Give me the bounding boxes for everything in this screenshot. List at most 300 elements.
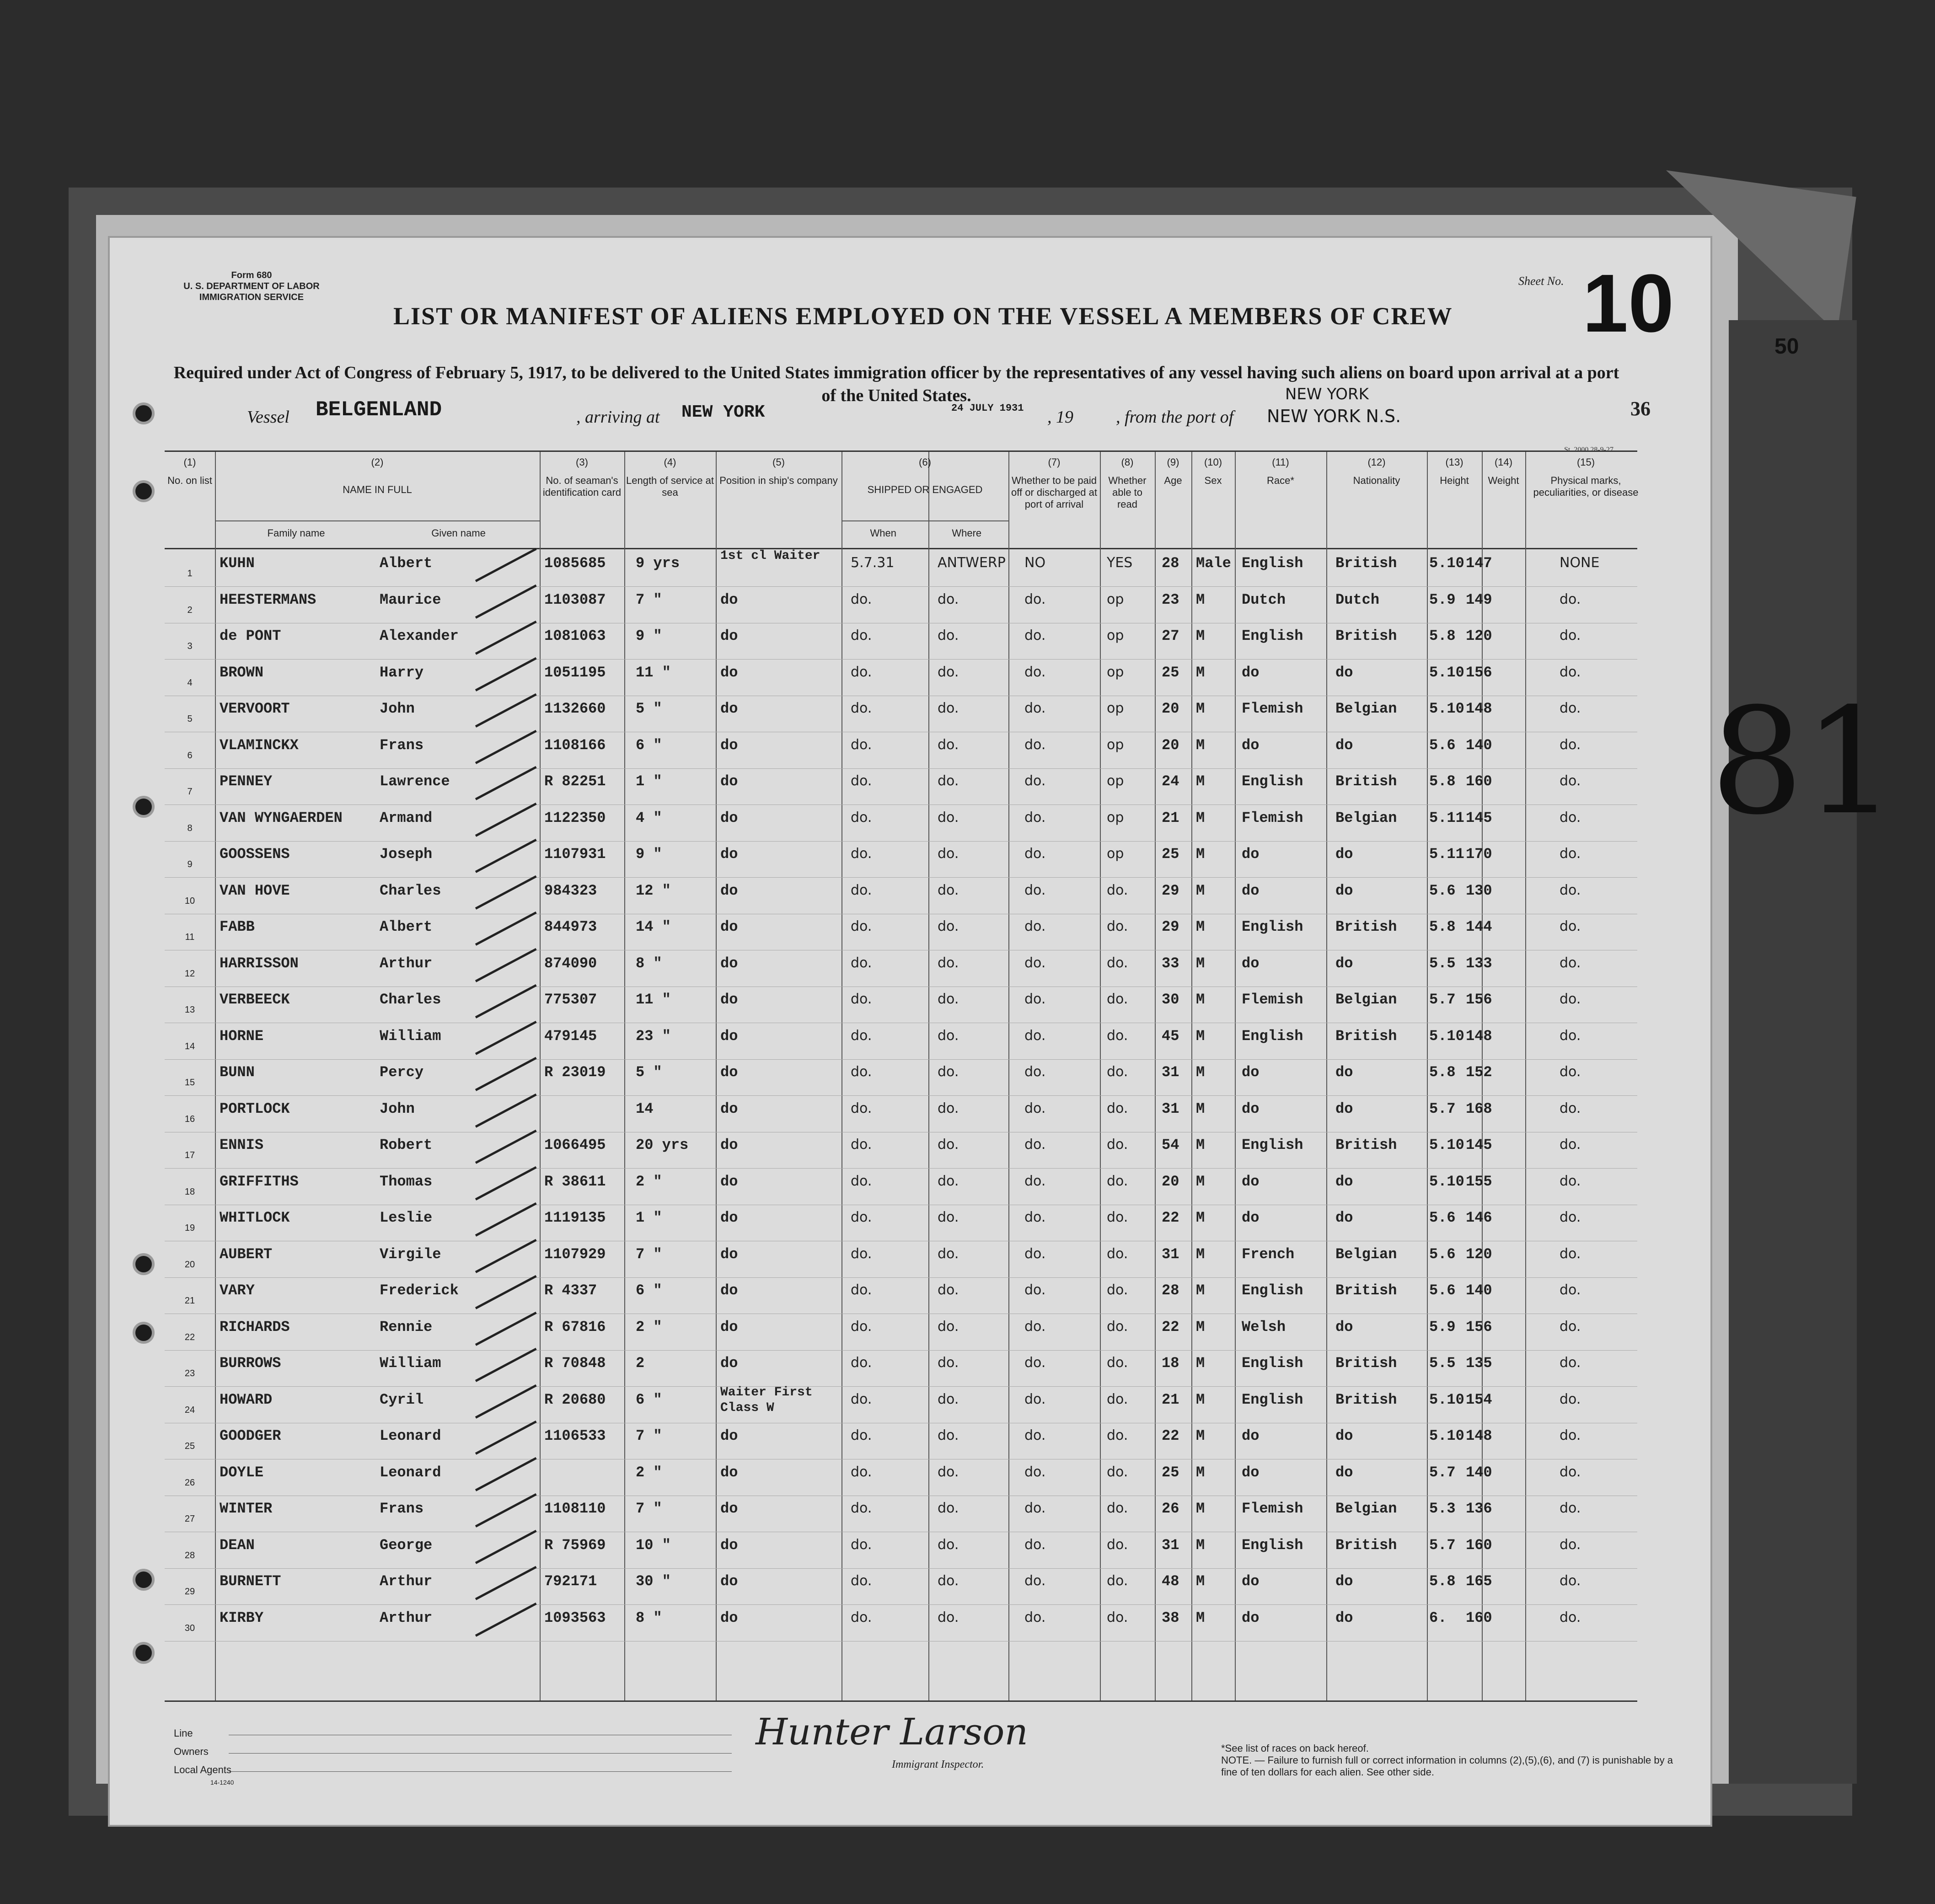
cell-service: 7 " xyxy=(636,1427,662,1444)
inspector-signature: Hunter Larson xyxy=(756,1711,1028,1753)
cell-sex: M xyxy=(1196,1391,1205,1408)
cell-race: do xyxy=(1242,1173,1260,1190)
cell-read: op xyxy=(1107,664,1124,680)
cell-nat: Belgian xyxy=(1335,809,1397,826)
cell-marks: do. xyxy=(1560,846,1581,862)
cell-weight: 168 xyxy=(1466,1100,1492,1117)
cell-height: 5.5 xyxy=(1429,1355,1456,1372)
table-row xyxy=(165,805,1637,842)
cell-where: do. xyxy=(938,700,959,716)
side-number: 36 xyxy=(1630,397,1651,420)
cell-height: 5.11 xyxy=(1429,846,1464,863)
cell-position: do xyxy=(720,1536,738,1554)
cell-weight: 156 xyxy=(1466,991,1492,1008)
cell-marks: do. xyxy=(1560,1609,1581,1625)
cell-when: do. xyxy=(851,882,872,898)
cell-age: 22 xyxy=(1162,1209,1179,1226)
cell-marks: do. xyxy=(1560,700,1581,716)
cell-card: 874090 xyxy=(544,955,597,972)
cell-paid: do. xyxy=(1024,1391,1046,1407)
row-number: 3 xyxy=(187,641,193,651)
cell-race: Flemish xyxy=(1242,1500,1303,1517)
table-row xyxy=(165,987,1637,1023)
cell-family: BROWN xyxy=(220,664,264,681)
cell-paid: do. xyxy=(1024,1027,1046,1044)
cell-marks: do. xyxy=(1560,1427,1581,1443)
column-number: (13) xyxy=(1445,456,1463,468)
cell-family: VAN HOVE xyxy=(220,882,290,899)
column-number: (2) xyxy=(371,456,384,468)
cell-weight: 156 xyxy=(1466,1318,1492,1335)
cell-weight: 145 xyxy=(1466,809,1492,826)
cell-position: do xyxy=(720,664,738,681)
cell-card: R 75969 xyxy=(544,1536,606,1554)
cell-given: Frederick xyxy=(380,1282,459,1299)
cell-race: do xyxy=(1242,955,1260,972)
cell-height: 5.10 xyxy=(1429,1173,1464,1190)
cell-service: 7 " xyxy=(636,1245,662,1263)
cell-marks: do. xyxy=(1560,773,1581,789)
service-name: IMMIGRATION SERVICE xyxy=(199,292,304,302)
binder-hole xyxy=(133,1569,155,1591)
cell-where: do. xyxy=(938,1573,959,1589)
cell-where: do. xyxy=(938,1282,959,1298)
cell-card: 1066495 xyxy=(544,1137,606,1153)
cell-nat: do xyxy=(1335,1318,1353,1335)
column-number: (4) xyxy=(664,456,676,468)
cell-when: do. xyxy=(851,700,872,716)
table-row xyxy=(165,878,1637,914)
cell-weight: 146 xyxy=(1466,1209,1492,1226)
cell-race: English xyxy=(1242,1137,1303,1153)
cell-position: do xyxy=(720,1500,738,1517)
cell-height: 5.10 xyxy=(1429,1137,1464,1153)
cell-read: do. xyxy=(1107,955,1128,971)
check-mark xyxy=(475,693,537,728)
cell-sex: M xyxy=(1196,700,1205,717)
table-row xyxy=(165,732,1637,769)
cell-age: 26 xyxy=(1162,1500,1179,1517)
cell-height: 5.9 xyxy=(1429,591,1456,608)
cell-service: 30 " xyxy=(636,1573,671,1590)
cell-nat: Belgian xyxy=(1335,700,1397,717)
cell-paid: do. xyxy=(1024,1173,1046,1189)
cell-given: Charles xyxy=(380,991,441,1008)
cell-service: 2 " xyxy=(636,1173,662,1190)
row-number: 22 xyxy=(184,1332,195,1342)
cell-weight: 140 xyxy=(1466,1282,1492,1299)
cell-service: 6 " xyxy=(636,736,662,754)
cell-card: 1132660 xyxy=(544,700,606,717)
row-number: 7 xyxy=(187,787,193,797)
table-row xyxy=(165,660,1637,696)
cell-card: 792171 xyxy=(544,1573,597,1590)
cell-service: 5 " xyxy=(636,1064,662,1081)
column-header: No. of seaman's identification card xyxy=(542,475,622,498)
date-stamp: 24 JULY 1931 xyxy=(951,402,1024,414)
cell-when: do. xyxy=(851,1137,872,1153)
cell-sex: M xyxy=(1196,809,1205,826)
page-subtitle: Required under Act of Congress of February 5, 1917, to be delivered to the United States immigration officer by the representatives of any vessel having such aliens on board upon arrival at a port of the United States. xyxy=(173,363,1619,405)
cell-position: do xyxy=(720,882,738,899)
cell-height: 5.5 xyxy=(1429,955,1456,972)
cell-position: do xyxy=(720,591,738,608)
cell-service: 14 xyxy=(636,1100,654,1117)
cell-weight: 160 xyxy=(1466,1536,1492,1554)
cell-paid: do. xyxy=(1024,955,1046,971)
cell-card: 1107929 xyxy=(544,1245,606,1263)
cell-when: do. xyxy=(851,1391,872,1407)
cell-given: Virgile xyxy=(380,1245,441,1263)
cell-card: 1103087 xyxy=(544,591,606,608)
cell-where: do. xyxy=(938,809,959,826)
column-number: (7) xyxy=(1048,456,1061,468)
races-note: *See list of races on back hereof. xyxy=(1221,1743,1369,1754)
table-row xyxy=(165,768,1637,805)
check-mark xyxy=(475,1130,537,1164)
cell-marks: do. xyxy=(1560,882,1581,898)
cell-read: do. xyxy=(1107,1536,1128,1553)
cell-height: 5.10 xyxy=(1429,700,1464,717)
cell-age: 18 xyxy=(1162,1355,1179,1372)
cell-race: do xyxy=(1242,1209,1260,1226)
cell-race: do xyxy=(1242,1427,1260,1444)
cell-given: John xyxy=(380,700,415,717)
cell-height: 5.11 xyxy=(1429,809,1464,826)
cell-race: English xyxy=(1242,918,1303,935)
page-number-corner: 50 xyxy=(1774,334,1799,359)
cell-position: do xyxy=(720,1464,738,1481)
cell-height: 5.10 xyxy=(1429,555,1464,572)
cell-age: 21 xyxy=(1162,809,1179,826)
cell-service: 8 " xyxy=(636,1609,662,1626)
cell-service: 1 " xyxy=(636,773,662,790)
cell-card: 1119135 xyxy=(544,1209,606,1226)
cell-card: R 38611 xyxy=(544,1173,606,1190)
cell-paid: do. xyxy=(1024,1573,1046,1589)
row-number: 2 xyxy=(187,605,193,615)
cell-age: 38 xyxy=(1162,1609,1179,1626)
check-mark xyxy=(475,1348,537,1382)
cell-read: do. xyxy=(1107,1609,1128,1625)
cell-family: VERVOORT xyxy=(220,700,290,717)
cell-where: do. xyxy=(938,1391,959,1407)
cell-where: do. xyxy=(938,1427,959,1443)
binder-hole xyxy=(133,480,155,502)
check-mark xyxy=(475,1457,537,1491)
cell-service: 7 " xyxy=(636,1500,662,1517)
cell-race: English xyxy=(1242,773,1303,790)
cell-read: YES xyxy=(1107,555,1133,571)
column-header: Physical marks, peculiarities, or disease xyxy=(1533,475,1639,498)
cell-given: Cyril xyxy=(380,1391,424,1408)
cell-paid: do. xyxy=(1024,1500,1046,1516)
cell-card: 1107931 xyxy=(544,846,606,863)
cell-service: 5 " xyxy=(636,700,662,717)
cell-paid: do. xyxy=(1024,1609,1046,1625)
check-mark xyxy=(475,948,537,982)
cell-marks: do. xyxy=(1560,1137,1581,1153)
cell-marks: do. xyxy=(1560,1536,1581,1553)
cell-age: 25 xyxy=(1162,1464,1179,1481)
cell-age: 29 xyxy=(1162,918,1179,935)
cell-marks: do. xyxy=(1560,1173,1581,1189)
cell-marks: do. xyxy=(1560,736,1581,753)
cell-when: do. xyxy=(851,1064,872,1080)
cell-sex: M xyxy=(1196,846,1205,863)
row-number: 6 xyxy=(187,750,193,761)
binder-hole xyxy=(133,1253,155,1275)
cell-nat: British xyxy=(1335,773,1397,790)
cell-height: 5.7 xyxy=(1429,1100,1456,1117)
cell-where: do. xyxy=(938,1245,959,1262)
cell-age: 22 xyxy=(1162,1318,1179,1335)
cell-nat: do xyxy=(1335,664,1353,681)
cell-read: do. xyxy=(1107,1500,1128,1516)
cell-given: Lawrence xyxy=(380,773,450,790)
cell-marks: do. xyxy=(1560,1464,1581,1480)
cell-age: 30 xyxy=(1162,991,1179,1008)
arriving-port: NEW YORK xyxy=(681,402,765,422)
check-mark xyxy=(475,766,537,800)
cell-weight: 136 xyxy=(1466,1500,1492,1517)
row-number: 19 xyxy=(184,1223,195,1233)
cell-paid: do. xyxy=(1024,918,1046,934)
cell-nat: British xyxy=(1335,918,1397,935)
cell-sex: M xyxy=(1196,1064,1205,1081)
cell-position: do xyxy=(720,955,738,972)
cell-card: R 20680 xyxy=(544,1391,606,1408)
cell-weight: 147 xyxy=(1466,555,1492,572)
cell-card: 1108110 xyxy=(544,1500,606,1517)
cell-height: 5.10 xyxy=(1429,1027,1464,1045)
row-number: 23 xyxy=(184,1368,195,1378)
cell-age: 22 xyxy=(1162,1427,1179,1444)
cell-height: 5.8 xyxy=(1429,918,1456,935)
cell-weight: 148 xyxy=(1466,1027,1492,1045)
cell-age: 20 xyxy=(1162,700,1179,717)
cell-nat: do xyxy=(1335,1573,1353,1590)
cell-family: GOODGER xyxy=(220,1427,281,1444)
cell-race: do xyxy=(1242,1100,1260,1117)
cell-paid: do. xyxy=(1024,1209,1046,1225)
cell-paid: do. xyxy=(1024,1318,1046,1335)
column-number: (15) xyxy=(1576,456,1595,468)
cell-service: 6 " xyxy=(636,1282,662,1299)
cell-race: do xyxy=(1242,736,1260,754)
binder-hole xyxy=(133,1642,155,1664)
column-number: (12) xyxy=(1367,456,1386,468)
check-mark xyxy=(475,1384,537,1418)
cell-paid: do. xyxy=(1024,1427,1046,1443)
cell-service: 2 " xyxy=(636,1318,662,1335)
cell-card: 1106533 xyxy=(544,1427,606,1444)
cell-sex: M xyxy=(1196,736,1205,754)
adjacent-page-edge xyxy=(1729,320,1857,1784)
cell-where: do. xyxy=(938,1355,959,1371)
cell-read: do. xyxy=(1107,1318,1128,1335)
cell-nat: British xyxy=(1335,1027,1397,1045)
cell-race: English xyxy=(1242,1027,1303,1045)
cell-read: op xyxy=(1107,736,1124,753)
cell-height: 5.9 xyxy=(1429,1318,1456,1335)
cell-nat: Belgian xyxy=(1335,1245,1397,1263)
cell-marks: do. xyxy=(1560,628,1581,644)
check-mark xyxy=(475,657,537,691)
cell-paid: do. xyxy=(1024,1100,1046,1116)
cell-sex: M xyxy=(1196,918,1205,935)
cell-race: English xyxy=(1242,1355,1303,1372)
cell-given: Leonard xyxy=(380,1464,441,1481)
cell-position: do xyxy=(720,1064,738,1081)
cell-when: do. xyxy=(851,846,872,862)
cell-when: do. xyxy=(851,1173,872,1189)
row-number: 21 xyxy=(184,1296,195,1306)
cell-when: do. xyxy=(851,664,872,680)
cell-paid: do. xyxy=(1024,700,1046,716)
cell-nat: British xyxy=(1335,628,1397,644)
cell-weight: 140 xyxy=(1466,736,1492,754)
cell-when: do. xyxy=(851,991,872,1007)
cell-card: 775307 xyxy=(544,991,597,1008)
cell-paid: do. xyxy=(1024,846,1046,862)
cell-given: Robert xyxy=(380,1137,433,1153)
cell-service: 20 yrs xyxy=(636,1137,689,1153)
cell-nat: do xyxy=(1335,1173,1353,1190)
cell-position: do xyxy=(720,1137,738,1153)
row-number: 13 xyxy=(184,1005,195,1015)
cell-read: do. xyxy=(1107,1209,1128,1225)
cell-when: do. xyxy=(851,1282,872,1298)
owners-rule xyxy=(229,1753,732,1754)
cell-family: PORTLOCK xyxy=(220,1100,290,1117)
cell-age: 28 xyxy=(1162,555,1179,572)
check-mark xyxy=(475,548,537,582)
cell-read: do. xyxy=(1107,991,1128,1007)
table-row xyxy=(165,1423,1637,1459)
column-header: Length of service at sea xyxy=(626,475,714,498)
cell-weight: 120 xyxy=(1466,628,1492,644)
arriving-label: , arriving at xyxy=(576,408,660,427)
cell-paid: do. xyxy=(1024,736,1046,753)
form-number: Form 680 xyxy=(231,270,272,280)
cell-age: 25 xyxy=(1162,846,1179,863)
cell-where: do. xyxy=(938,1064,959,1080)
cell-given: Arthur xyxy=(380,1573,433,1590)
cell-weight: 133 xyxy=(1466,955,1492,972)
cell-paid: do. xyxy=(1024,1464,1046,1480)
cell-when: do. xyxy=(851,591,872,607)
cell-given: Joseph xyxy=(380,846,433,863)
cell-card: 1081063 xyxy=(544,628,606,644)
cell-service: 11 " xyxy=(636,991,671,1008)
cell-family: FABB xyxy=(220,918,255,935)
cell-nat: British xyxy=(1335,1355,1397,1372)
cell-when: do. xyxy=(851,1027,872,1044)
cell-where: do. xyxy=(938,1209,959,1225)
cell-race: English xyxy=(1242,1282,1303,1299)
cell-race: English xyxy=(1242,1536,1303,1554)
cell-height: 5.10 xyxy=(1429,664,1464,681)
cell-read: op xyxy=(1107,773,1124,789)
cell-race: Flemish xyxy=(1242,700,1303,717)
cell-where: do. xyxy=(938,773,959,789)
cell-nat: do xyxy=(1335,955,1353,972)
cell-sex: M xyxy=(1196,1573,1205,1590)
cell-read: do. xyxy=(1107,1355,1128,1371)
cell-read: do. xyxy=(1107,1245,1128,1262)
cell-sex: M xyxy=(1196,1100,1205,1117)
cell-paid: NO xyxy=(1024,555,1046,571)
cell-where: do. xyxy=(938,1464,959,1480)
cell-sex: M xyxy=(1196,1173,1205,1190)
cell-given: Charles xyxy=(380,882,441,899)
cell-height: 5.8 xyxy=(1429,1064,1456,1081)
row-number: 18 xyxy=(184,1186,195,1197)
check-mark xyxy=(475,839,537,873)
cell-card: 1108166 xyxy=(544,736,606,754)
cell-given: George xyxy=(380,1536,433,1554)
cell-position: do xyxy=(720,1573,738,1590)
cell-card: 1051195 xyxy=(544,664,606,681)
cell-weight: 165 xyxy=(1466,1573,1492,1590)
cell-weight: 170 xyxy=(1466,846,1492,863)
cell-marks: do. xyxy=(1560,991,1581,1007)
row-number: 16 xyxy=(184,1114,195,1124)
check-mark xyxy=(475,1421,537,1455)
cell-position: do xyxy=(720,846,738,863)
cell-sex: M xyxy=(1196,1536,1205,1554)
cell-when: do. xyxy=(851,1100,872,1116)
cell-when: do. xyxy=(851,736,872,753)
cell-given: Rennie xyxy=(380,1318,433,1335)
cell-height: 5.6 xyxy=(1429,1209,1456,1226)
cell-sex: M xyxy=(1196,628,1205,644)
cell-age: 31 xyxy=(1162,1100,1179,1117)
agents-code: 14-1240 xyxy=(210,1779,234,1786)
check-mark xyxy=(475,1275,537,1309)
table-row xyxy=(165,1205,1637,1241)
cell-read: do. xyxy=(1107,1173,1128,1189)
cell-weight: 160 xyxy=(1466,773,1492,790)
cell-family: KIRBY xyxy=(220,1609,264,1626)
cell-nat: British xyxy=(1335,1282,1397,1299)
cell-family: HORNE xyxy=(220,1027,264,1045)
cell-height: 5.8 xyxy=(1429,1573,1456,1590)
row-number: 17 xyxy=(184,1150,195,1160)
subheader-rule xyxy=(215,520,540,521)
year-label: , 19 xyxy=(1047,408,1073,427)
form-header xyxy=(178,270,325,303)
cell-sex: M xyxy=(1196,1500,1205,1517)
cell-nat: do xyxy=(1335,1100,1353,1117)
cell-family: BURROWS xyxy=(220,1355,281,1372)
row-number: 10 xyxy=(184,896,195,906)
cell-read: do. xyxy=(1107,1427,1128,1443)
cell-family: HARRISSON xyxy=(220,955,299,972)
table-row xyxy=(165,1169,1637,1205)
column-number: (6) xyxy=(919,456,931,468)
cell-paid: do. xyxy=(1024,591,1046,607)
cell-position: do xyxy=(720,1282,738,1299)
cell-given: Harry xyxy=(380,664,424,681)
cell-given: Alexander xyxy=(380,628,459,644)
row-number: 20 xyxy=(184,1259,195,1270)
cell-weight: 154 xyxy=(1466,1391,1492,1408)
cell-height: 5.6 xyxy=(1429,1282,1456,1299)
cell-where: do. xyxy=(938,628,959,644)
check-mark xyxy=(475,875,537,909)
